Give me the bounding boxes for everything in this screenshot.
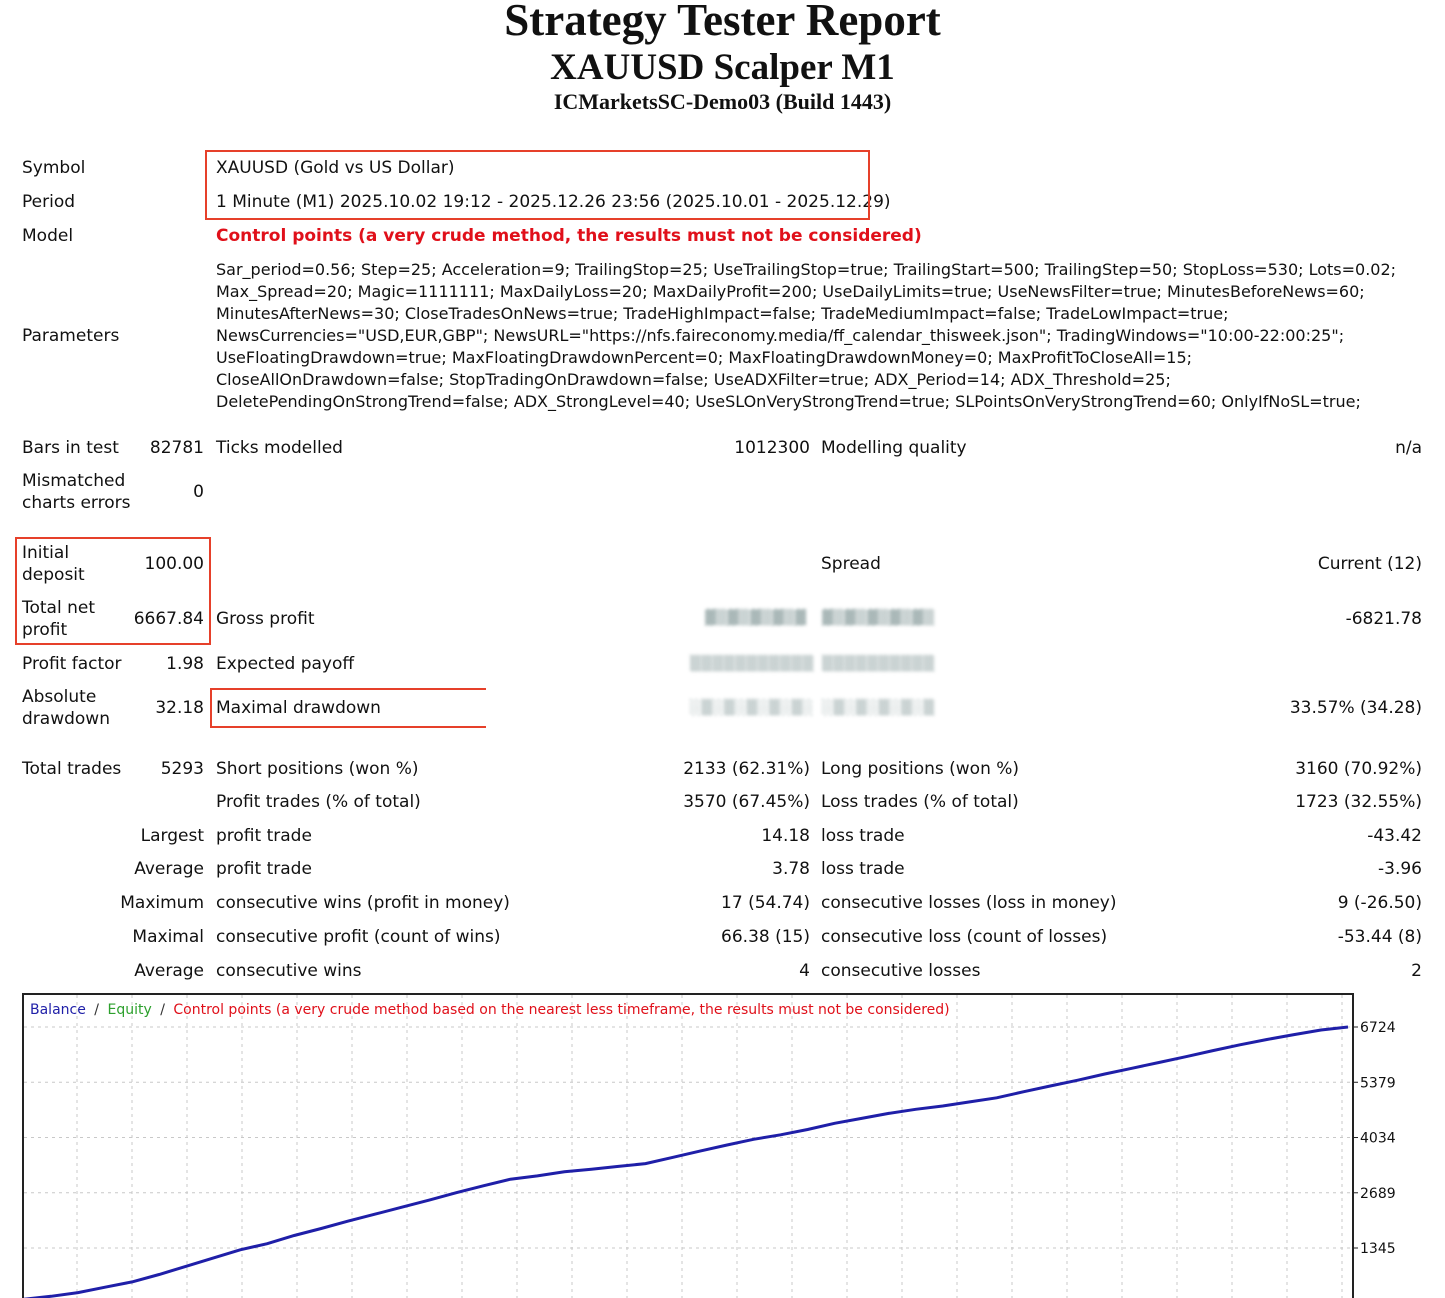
bars-label: Bars in test bbox=[22, 438, 119, 458]
chart-frame bbox=[23, 994, 1353, 1298]
symbol-label: Symbol bbox=[22, 158, 86, 178]
grossprofit-label: Gross profit bbox=[216, 609, 315, 629]
spread-value: Current (12) bbox=[1317, 554, 1422, 574]
legend-separator: / bbox=[94, 1002, 100, 1018]
blurred-reldd-label: ░▒░▒░▒░▒░▒ bbox=[822, 700, 935, 716]
param-line: CloseAllOnDrawdown=false; StopTradingOnDrawdown=false; UseADXFilter=true; ADX_Period=14; ADX_Threshold=25; bbox=[216, 370, 1171, 389]
mismatch-label-1: Mismatched bbox=[22, 471, 126, 491]
quality-value: n/a bbox=[1395, 438, 1422, 458]
maximum-label: Maximum bbox=[120, 893, 204, 913]
deposit-label-2: deposit bbox=[22, 565, 85, 585]
max-cons-losses-label: consecutive losses (loss in money) bbox=[821, 893, 1117, 913]
mismatch-label-2: charts errors bbox=[22, 493, 131, 513]
largest-profit-label: profit trade bbox=[216, 826, 312, 846]
param-line: DeletePendingOnStrongTrend=false; ADX_StrongLevel=40; UseSLOnVeryStrongTrend=true; SLPointsOnVeryStrongTrend=60; OnlyIfNoSL=true; bbox=[216, 392, 1361, 411]
max-cons-loss-label: consecutive loss (count of losses) bbox=[821, 927, 1108, 947]
model-label: Model bbox=[22, 226, 74, 246]
netprofit-label-2: profit bbox=[22, 620, 68, 640]
max-cons-loss-value: -53.44 (8) bbox=[1337, 927, 1422, 947]
blurred-gross-loss-label: ▓▒▓▒▓▒▓▒▓▒ bbox=[822, 610, 935, 626]
chart-y-axis bbox=[1352, 1020, 1396, 1257]
blurred-payoff: ▒▒▒▒▒▒▒▒▒▒▒ bbox=[690, 656, 814, 672]
param-line: Max_Spread=20; Magic=1111111; MaxDailyLoss=20; MaxDailyProfit=200; UseDailyLimits=true; UseNewsFilter=true; MinutesBeforeNews=60; bbox=[216, 282, 1365, 301]
absdd-value: 32.18 bbox=[155, 698, 204, 718]
symbol-period-highlight bbox=[205, 150, 870, 220]
legend-control-points: Control points (a very crude method based on the nearest less timeframe, the results must not be considered) bbox=[173, 1002, 950, 1018]
expert-name: XAUUSD Scalper M1 bbox=[550, 47, 895, 88]
model-value: Control points (a very crude method, the results must not be considered) bbox=[216, 226, 922, 246]
y-tick-label: 2689 bbox=[1360, 1185, 1396, 1202]
max-cons-wins-label: consecutive wins (profit in money) bbox=[216, 893, 510, 913]
max-cons-profit-value: 66.38 (15) bbox=[721, 927, 810, 947]
maximal-label: Maximal bbox=[132, 927, 204, 947]
parameters-value bbox=[216, 259, 1396, 413]
max-cons-losses-value: 9 (-26.50) bbox=[1337, 893, 1422, 913]
ticks-label: Ticks modelled bbox=[216, 438, 343, 458]
legend-equity: Equity bbox=[107, 1002, 152, 1018]
param-line: UseFloatingDrawdown=true; MaxFloatingDrawdownPercent=0; MaxFloatingDrawdownMoney=0; MaxProfitToCloseAll=15; bbox=[216, 348, 1193, 367]
balance-chart bbox=[22, 993, 1422, 1298]
blurred-recovery: ▒▒▒▒▒▒▒▒▒▒ bbox=[822, 656, 935, 672]
ltrades-value: 1723 (32.55%) bbox=[1295, 792, 1422, 812]
ptrades-label: Profit trades (% of total) bbox=[216, 792, 421, 812]
average-profit-label: profit trade bbox=[216, 859, 312, 879]
avg-cons-losses-label: consecutive losses bbox=[821, 961, 981, 981]
average2-label: Average bbox=[134, 961, 204, 981]
period-value: 1 Minute (M1) 2025.10.02 19:12 - 2025.12.26 23:56 (2025.10.01 - 2025.12.29) bbox=[216, 192, 891, 212]
blurred-gross-profit: ▓▒▓▒▓▒▓▒▓ bbox=[705, 610, 807, 626]
blurred-maxdd: ░▒░▒░▒░▒░▒░ bbox=[690, 700, 814, 716]
grossloss-value: -6821.78 bbox=[1345, 609, 1422, 629]
y-tick-label: 6724 bbox=[1360, 1020, 1396, 1036]
trades-label: Total trades bbox=[22, 759, 122, 779]
param-line: NewsCurrencies="USD,EUR,GBP"; NewsURL="https://nfs.faireconomy.media/ff_calendar_thisweek.json"; TradingWindows="10:00-22:00:25"; bbox=[216, 326, 1345, 345]
average-loss-value: -3.96 bbox=[1378, 859, 1422, 879]
deposit-label-1: Initial bbox=[22, 543, 70, 563]
y-tick-label: 4034 bbox=[1360, 1130, 1396, 1147]
pf-label: Profit factor bbox=[22, 654, 122, 674]
pf-value: 1.98 bbox=[166, 654, 204, 674]
average-profit-value: 3.78 bbox=[772, 859, 810, 879]
spread-label: Spread bbox=[821, 554, 881, 574]
maxdd-label: Maximal drawdown bbox=[216, 698, 381, 718]
avg-cons-wins-value: 4 bbox=[799, 961, 810, 981]
param-line: MinutesAfterNews=30; CloseTradesOnNews=true; TradeHighImpact=false; TradeMediumImpact=false; TradeLowImpact=true; bbox=[216, 304, 1229, 323]
ticks-value: 1012300 bbox=[734, 438, 810, 458]
bars-value: 82781 bbox=[149, 438, 204, 458]
largest-loss-label: loss trade bbox=[821, 826, 905, 846]
payoff-label: Expected payoff bbox=[216, 654, 355, 674]
netprofit-label-1: Total net bbox=[22, 598, 96, 618]
parameters-label: Parameters bbox=[22, 326, 120, 346]
trades-value: 5293 bbox=[160, 759, 204, 779]
average-label: Average bbox=[134, 859, 204, 879]
long-label: Long positions (won %) bbox=[821, 759, 1020, 779]
period-label: Period bbox=[22, 192, 76, 212]
short-label: Short positions (won %) bbox=[216, 759, 419, 779]
legend-separator: / bbox=[160, 1002, 165, 1018]
avg-cons-losses-value: 2 bbox=[1411, 961, 1422, 981]
mismatch-value: 0 bbox=[193, 482, 204, 502]
symbol-value: XAUUSD (Gold vs US Dollar) bbox=[216, 158, 455, 178]
avg-cons-wins-label: consecutive wins bbox=[216, 961, 362, 981]
largest-label: Largest bbox=[140, 826, 204, 846]
ptrades-value: 3570 (67.45%) bbox=[683, 792, 810, 812]
largest-loss-value: -43.42 bbox=[1367, 826, 1422, 846]
server-build: ICMarketsSC-Demo03 (Build 1443) bbox=[553, 89, 892, 114]
ltrades-label: Loss trades (% of total) bbox=[821, 792, 1019, 812]
short-value: 2133 (62.31%) bbox=[683, 759, 810, 779]
report-title: Strategy Tester Report bbox=[504, 0, 941, 45]
chart-legend bbox=[30, 1002, 950, 1018]
largest-profit-value: 14.18 bbox=[761, 826, 810, 846]
deposit-value: 100.00 bbox=[144, 554, 204, 574]
reldd-value: 33.57% (34.28) bbox=[1289, 698, 1422, 718]
average-loss-label: loss trade bbox=[821, 859, 905, 879]
y-tick-label: 1345 bbox=[1360, 1241, 1396, 1257]
long-value: 3160 (70.92%) bbox=[1295, 759, 1422, 779]
quality-label: Modelling quality bbox=[821, 438, 967, 458]
max-cons-wins-value: 17 (54.74) bbox=[721, 893, 810, 913]
max-cons-profit-label: consecutive profit (count of wins) bbox=[216, 927, 501, 947]
netprofit-value: 6667.84 bbox=[133, 609, 204, 629]
param-line: Sar_period=0.56; Step=25; Acceleration=9; TrailingStop=25; UseTrailingStop=true; TrailingStart=500; TrailingStep=50; StopLoss=530; Lots=0.02; bbox=[216, 260, 1397, 279]
y-tick-label: 5379 bbox=[1360, 1075, 1396, 1092]
absdd-label-2: drawdown bbox=[22, 709, 110, 729]
legend-balance: Balance bbox=[30, 1002, 86, 1018]
absdd-label-1: Absolute bbox=[22, 687, 97, 707]
